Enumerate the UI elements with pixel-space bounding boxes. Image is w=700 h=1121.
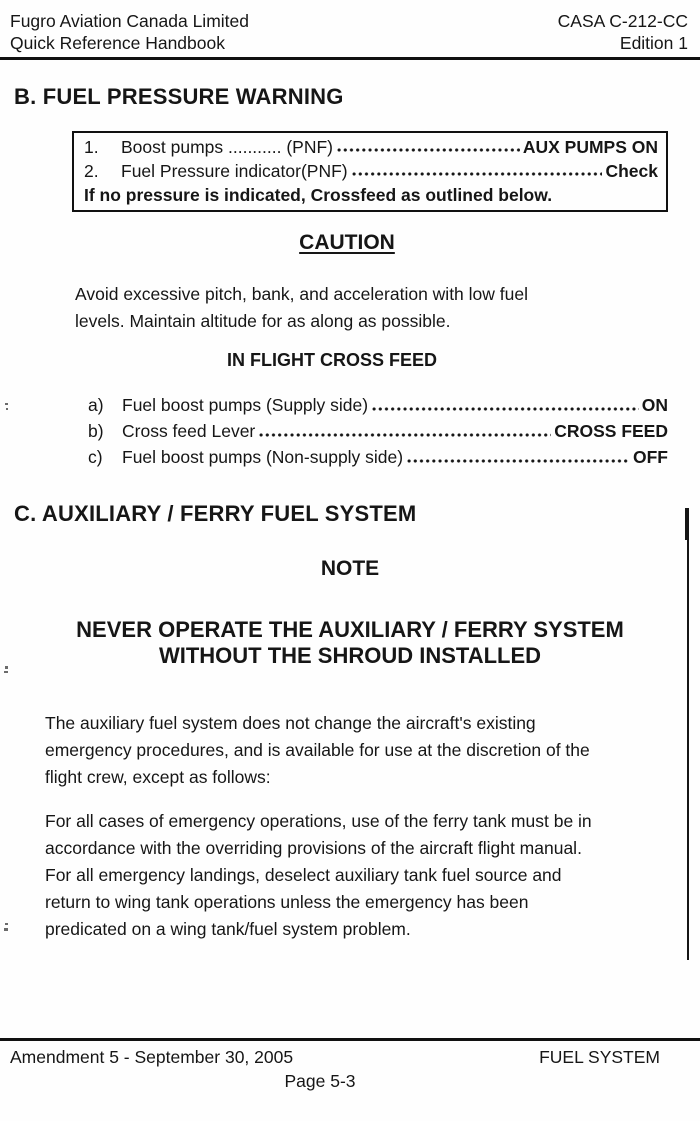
- scan-artifact: [5, 666, 8, 669]
- crossfeed-steps: [88, 392, 668, 470]
- step-action: ON: [641, 395, 668, 415]
- step-letter: b): [88, 421, 104, 441]
- header-right: [558, 10, 688, 54]
- checklist-item-text: Fuel Pressure indicator(PNF): [121, 161, 348, 181]
- shroud-warning: [0, 617, 700, 669]
- header-company: Fugro Aviation Canada Limited: [10, 11, 249, 31]
- paragraph-line: emergency procedures, and is available for use at the discretion of the: [45, 740, 590, 760]
- header-handbook-title: Quick Reference Handbook: [10, 33, 225, 53]
- paragraph-line: return to wing tank operations unless the emergency has been: [45, 892, 529, 912]
- paragraph-line: For all cases of emergency operations, use of the ferry tank must be in: [45, 811, 592, 831]
- dot-leader: [258, 418, 551, 444]
- shroud-warning-line: WITHOUT THE SHROUD INSTALLED: [158, 643, 542, 668]
- caution-label: CAUTION: [299, 231, 395, 254]
- step-text: Fuel boost pumps (Supply side): [122, 395, 369, 415]
- crossfeed-step: [88, 392, 668, 418]
- step-letter: a): [88, 395, 104, 415]
- note-label: NOTE: [320, 557, 380, 580]
- paragraph-line: flight crew, except as follows:: [45, 767, 271, 787]
- section-c-heading: C. AUXILIARY / FERRY FUEL SYSTEM: [14, 501, 417, 526]
- paragraph-line: The auxiliary fuel system does not change the aircraft's existing: [45, 713, 536, 733]
- caution-paragraph: [75, 281, 528, 335]
- checklist-item-action: Check: [605, 161, 658, 181]
- revision-change-bar-cap: [685, 508, 689, 540]
- crossfeed-step: [88, 418, 668, 444]
- dot-leader: [336, 135, 520, 159]
- footer-amendment: Amendment 5 - September 30, 2005: [10, 1047, 294, 1067]
- fuel-pressure-checklist-box: [72, 131, 668, 212]
- dot-leader: [351, 159, 603, 183]
- scan-artifact: [6, 408, 8, 410]
- header-edition: Edition 1: [619, 33, 688, 53]
- crossfeed-step: [88, 444, 668, 470]
- paragraph-line: predicated on a wing tank/fuel system problem.: [45, 919, 411, 939]
- inflight-crossfeed-heading: IN FLIGHT CROSS FEED: [226, 350, 437, 370]
- paragraph-line: For all emergency landings, deselect auxiliary tank fuel source and: [45, 865, 562, 885]
- checklist-item-text: Boost pumps ........... (PNF): [121, 137, 333, 157]
- scan-artifact: [4, 928, 8, 931]
- step-text: Cross feed Lever: [122, 421, 256, 441]
- header-left: [10, 10, 249, 54]
- paragraph-line: accordance with the overriding provisions of the aircraft flight manual.: [45, 838, 582, 858]
- revision-change-bar: [687, 508, 689, 960]
- step-action: OFF: [633, 447, 668, 467]
- header-rule: [0, 57, 700, 60]
- scan-artifact: [5, 403, 8, 405]
- scan-artifact: [5, 923, 8, 925]
- step-text: Fuel boost pumps (Non-supply side): [122, 447, 404, 467]
- header-aircraft-model: CASA C-212-CC: [557, 11, 688, 31]
- scan-artifact: [4, 671, 8, 673]
- section-b-heading: B. FUEL PRESSURE WARNING: [14, 84, 344, 109]
- dot-leader: [406, 444, 630, 470]
- checklist-item-number: 1.: [84, 137, 99, 157]
- footer-section-title: FUEL SYSTEM: [539, 1047, 660, 1067]
- checklist-item: [84, 159, 658, 183]
- checklist-item: [84, 135, 658, 159]
- footer-rule: [0, 1038, 700, 1041]
- caution-line: Avoid excessive pitch, bank, and acceleration with low fuel: [75, 284, 528, 304]
- aux-system-paragraph-1: [45, 710, 590, 791]
- checklist-note: If no pressure is indicated, Crossfeed as outlined below.: [84, 185, 553, 205]
- dot-leader: [371, 392, 639, 418]
- checklist-item-number: 2.: [84, 161, 99, 181]
- caution-line: levels. Maintain altitude for as along as possible.: [75, 311, 451, 331]
- aux-system-paragraph-2: [45, 808, 592, 943]
- checklist-item-action: AUX PUMPS ON: [522, 137, 658, 157]
- step-action: CROSS FEED: [554, 421, 668, 441]
- step-letter: c): [88, 447, 103, 467]
- footer-page-number: Page 5-3: [284, 1071, 356, 1091]
- shroud-warning-line: NEVER OPERATE THE AUXILIARY / FERRY SYSTEM: [76, 617, 624, 642]
